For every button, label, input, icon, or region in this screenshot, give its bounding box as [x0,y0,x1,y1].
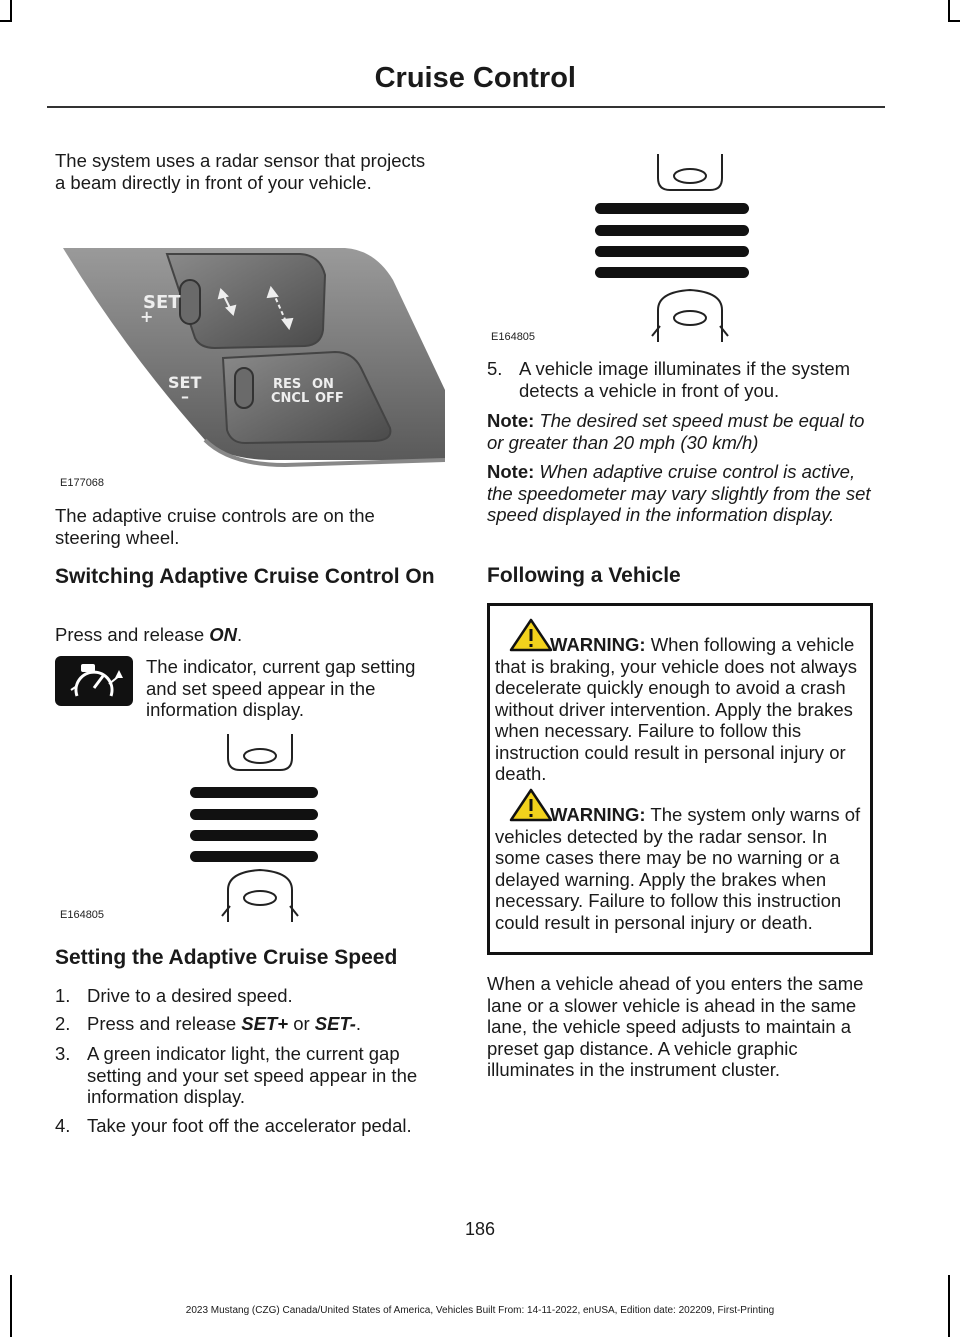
on-label: ON [312,377,334,392]
crop-mark [10,0,12,22]
note-text: When adaptive cruise control is active, the speedometer may vary slightly from the set speed displayed in the information display. [487,461,871,525]
gap-bar [595,203,749,214]
image-code-e177068: E177068 [60,477,105,489]
edition-footer: 2023 Mustang (CZG) Canada/United States of America, Vehicles Built From: 14-11-2022, enUSA, Edition date: 202209, First-Printing [185,1305,775,1316]
off-label: OFF [315,391,344,406]
image-code-e164805: E164805 [60,909,105,921]
adaptive-cruise-indicator-icon [55,656,133,706]
own-car-icon [228,870,292,922]
plus-label: + [140,307,154,326]
page-title: Cruise Control [374,62,576,94]
gap-setting-graphic-right [595,150,755,345]
note-label: Note: [487,461,535,482]
step-number: 3. [55,1043,71,1064]
press-prefix: Press and release [55,624,210,645]
step-number: 2. [55,1013,71,1034]
image-code-e164805-right: E164805 [491,331,536,343]
press-suffix: . [237,624,243,645]
crop-mark [948,0,950,22]
note-text: The desired set speed must be equal to or greater than 20 mph (30 km/h) [487,410,865,453]
header-divider [47,106,885,108]
note-label: Note: [487,410,535,431]
step-text-prefix: Press and release [87,1013,242,1034]
steering-controls-image [55,240,445,470]
note-min-speed [487,410,882,453]
following-heading: Following a Vehicle [487,564,681,587]
crop-mark [0,20,12,22]
setting-heading: Setting the Adaptive Cruise Speed [55,946,398,969]
steering-controls-illustration [55,240,445,470]
res-label: RES [273,377,302,392]
warning-text: The system only warns of vehicles detected by the radar sensor. In some cases there may be no warning or a delayed warning. Apply the brakes when necessary. Failure to follow this instruction could result in personal injury or death. [495,804,861,933]
step-text: A green indicator light, the current gap setting and your set speed appear in the information display. [87,1043,418,1107]
gap-setting-graphic [190,730,330,925]
step-text [87,1013,447,1035]
warning-box [487,603,873,955]
warning-2 [495,804,869,933]
set-plus-keyword: SET+ [241,1013,289,1034]
gap-bar [595,246,749,257]
crop-mark [948,20,960,22]
step-number: 4. [55,1115,71,1136]
step-number: 1. [55,985,71,1006]
set-minus-keyword: SET- [314,1013,356,1034]
step-text: A vehicle image illuminates if the system detects a vehicle in front of you. [519,358,851,401]
warning-triangle-icon [509,788,553,822]
intro-paragraph: The system uses a radar sensor that projects a beam directly in front of your vehicle. [55,150,426,193]
gap-bar [190,809,318,820]
warning-triangle-icon [509,618,553,652]
press-on-text [55,624,315,646]
cncl-label: CNCL [271,391,310,406]
step-number: 5. [487,358,503,379]
speedometer-car-icon [55,656,133,706]
own-car-icon [658,290,722,342]
switching-heading: Switching Adaptive Cruise Control On [55,565,435,588]
step-text-mid: or [288,1013,315,1034]
page-number: 186 [464,1219,496,1239]
gap-bar [190,851,318,862]
step-text: Take your foot off the accelerator pedal. [87,1115,412,1136]
warning-text: When following a vehicle that is braking, your vehicle does not always decelerate quickly enough to avoid a crash without driver intervention. Apply the brakes when necessary. Failure to follow this instruction could result in personal injury or death. [495,634,857,784]
gap-bar [190,830,318,841]
following-paragraph: When a vehicle ahead of you enters the same lane or a slower vehicle is ahead in the same lane, the vehicle speed adjusts to maintain a preset gap distance. A vehicle graphic illuminates in the instrument cluster. [487,973,864,1080]
gap-bar [595,225,749,236]
note-speedometer [487,461,872,526]
gap-bar [190,787,318,798]
lead-car-icon [190,730,330,925]
set-plus-label: SET [143,292,181,313]
indicator-description: The indicator, current gap setting and set speed appear in the information display. [146,656,416,720]
minus-label: – [181,387,189,406]
warning-label: WARNING: [550,804,646,825]
on-keyword: ON [209,624,238,645]
step-text: Drive to a desired speed. [87,985,293,1006]
warning-label: WARNING: [550,634,646,655]
controls-location-text: The adaptive cruise controls are on the steering wheel. [55,505,375,548]
warning-1 [495,634,869,785]
gap-bar [595,267,749,278]
set-minus-label: SET [168,373,202,392]
step-text-suffix: . [355,1013,362,1034]
